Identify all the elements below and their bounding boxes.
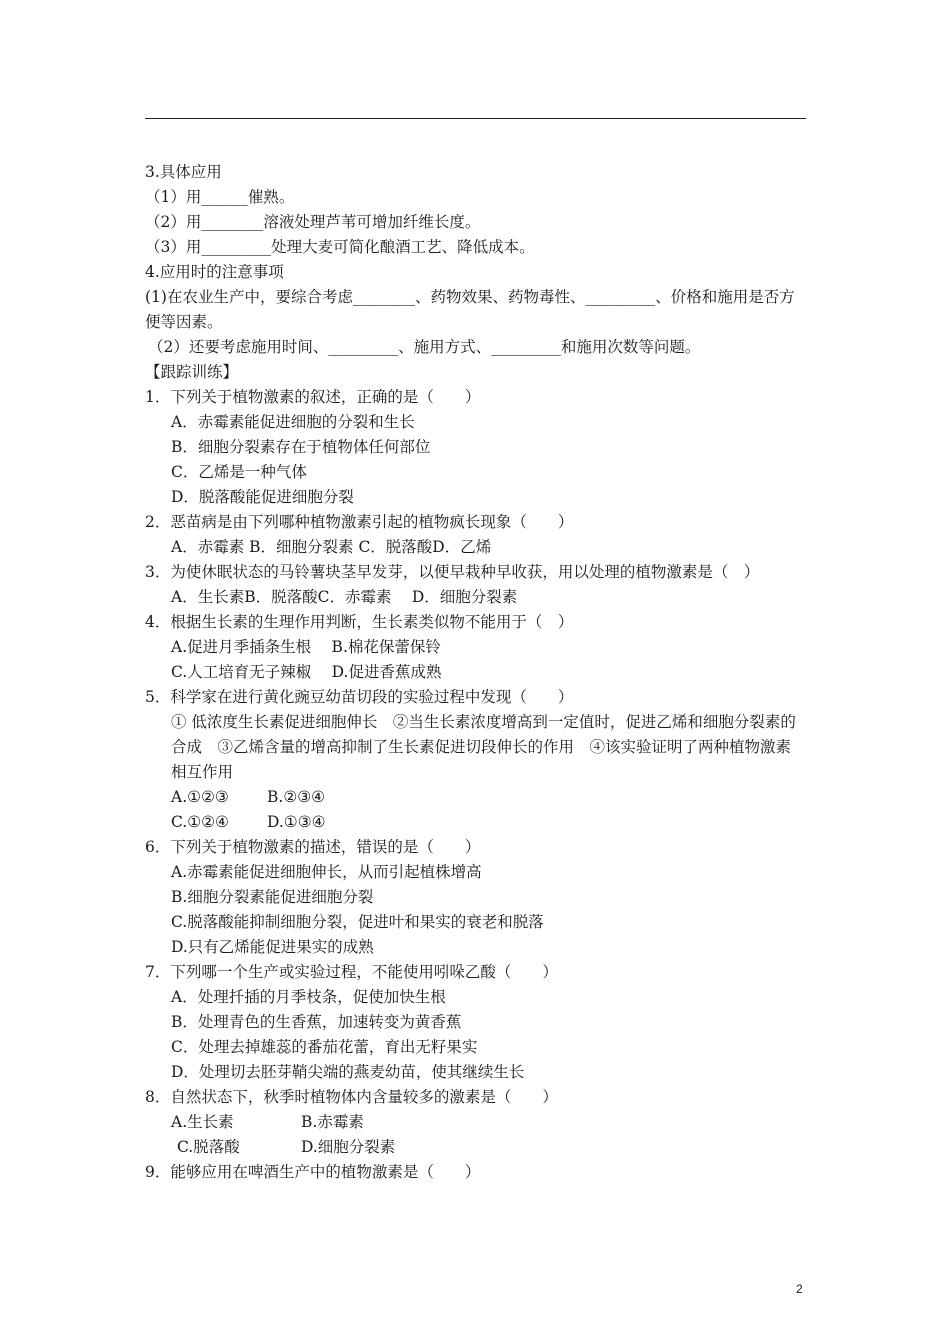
question-option: C.①②④ [171, 813, 229, 831]
question-option: A.赤霉素能促进细胞伸长，从而引起植株增高 [171, 863, 482, 881]
question-stem: 1．下列关于植物激素的叙述，正确的是（ ） [145, 388, 481, 406]
question-option: A.①②③ [171, 788, 229, 806]
question-option: A．赤霉素能促进细胞的分裂和生长 [171, 413, 415, 431]
question-option: C.脱落酸 [177, 1138, 240, 1156]
training-heading: 【跟踪训练】 [145, 363, 239, 381]
question-stem: 9．能够应用在啤酒生产中的植物激素是（ ） [145, 1163, 481, 1181]
header-rule [145, 118, 806, 119]
question-option: D.只有乙烯能促进果实的成熟 [171, 938, 374, 956]
question-stem: 5．科学家在进行黄化豌豆幼苗切段的实验过程中发现（ ） [145, 688, 574, 706]
question-option: B.赤霉素 [301, 1113, 364, 1131]
question-option: A．处理扦插的月季枝条，促使加快生根 [171, 988, 446, 1006]
question-options: A．生长素B．脱落酸C．赤霉素 D．细胞分裂素 [171, 588, 518, 606]
application-item: （2）用________溶液处理芦苇可增加纤维长度。 [145, 213, 481, 231]
question-options: A.促进月季插条生根 B.棉花保蕾保铃 [171, 638, 441, 656]
question-options [145, 785, 806, 810]
notice-item: (1)在农业生产中，要综合考虑________、药物效果、药物毒性、_________、价格和施用是否方便等因素。 [145, 288, 795, 331]
question-option: B．处理青色的生香蕉，加速转变为黄香蕉 [171, 1013, 462, 1031]
question-option: B.②③④ [267, 788, 326, 806]
question-option: D．处理切去胚芽鞘尖端的燕麦幼苗，使其继续生长 [171, 1063, 525, 1081]
application-item: （1）用______催熟。 [145, 188, 295, 206]
document-body [145, 160, 806, 1185]
question-options [145, 810, 806, 835]
application-item: （3）用_________处理大麦可简化酿酒工艺、降低成本。 [145, 238, 535, 256]
question-stem: 7．下列哪一个生产或实验过程，不能使用吲哚乙酸（ ） [145, 963, 558, 981]
question-option: B．细胞分裂素存在于植物体任何部位 [171, 438, 431, 456]
section-title: 4.应用时的注意事项 [145, 263, 284, 281]
question-options: C.人工培育无子辣椒 D.促进香蕉成熟 [171, 663, 442, 681]
question-option: C.脱落酸能抑制细胞分裂，促进叶和果实的衰老和脱落 [171, 913, 544, 931]
question-option: D.①③④ [267, 813, 326, 831]
section-title: 3.具体应用 [145, 163, 222, 181]
notice-item: （2）还要考虑施用时间、_________、施用方式、_________和施用次数等问题。 [148, 338, 701, 356]
page-number: 2 [796, 1282, 803, 1296]
question-stem: 2．恶苗病是由下列哪种植物激素引起的植物疯长现象（ ） [145, 513, 574, 531]
question-options: A．赤霉素 B．细胞分裂素 C．脱落酸D．乙烯 [171, 538, 492, 556]
question-option: A.生长素 [171, 1113, 234, 1131]
question-option: B.细胞分裂素能促进细胞分裂 [171, 888, 374, 906]
question-body: ① 低浓度生长素促进细胞伸长 ②当生长素浓度增高到一定值时，促进乙烯和细胞分裂素的合成 ③乙烯含量的增高抑制了生长素促进切段伸长的作用 ④该实验证明了两种植物激素相互作用 [171, 713, 796, 781]
question-options [145, 1110, 806, 1135]
question-options [145, 1135, 806, 1160]
question-stem: 3．为使休眠状态的马铃薯块茎早发芽，以便早栽种早收获，用以处理的植物激素是（ ） [145, 563, 760, 581]
question-stem: 6．下列关于植物激素的描述，错误的是（ ） [145, 838, 481, 856]
question-option: C．乙烯是一种气体 [171, 463, 307, 481]
question-option: D.细胞分裂素 [301, 1138, 396, 1156]
question-option: C．处理去掉雄蕊的番茄花蕾，育出无籽果实 [171, 1038, 478, 1056]
question-stem: 4．根据生长素的生理作用判断，生长素类似物不能用于（ ） [145, 613, 574, 631]
question-stem: 8．自然状态下，秋季时植物体内含量较多的激素是（ ） [145, 1088, 558, 1106]
question-option: D．脱落酸能促进细胞分裂 [171, 488, 354, 506]
